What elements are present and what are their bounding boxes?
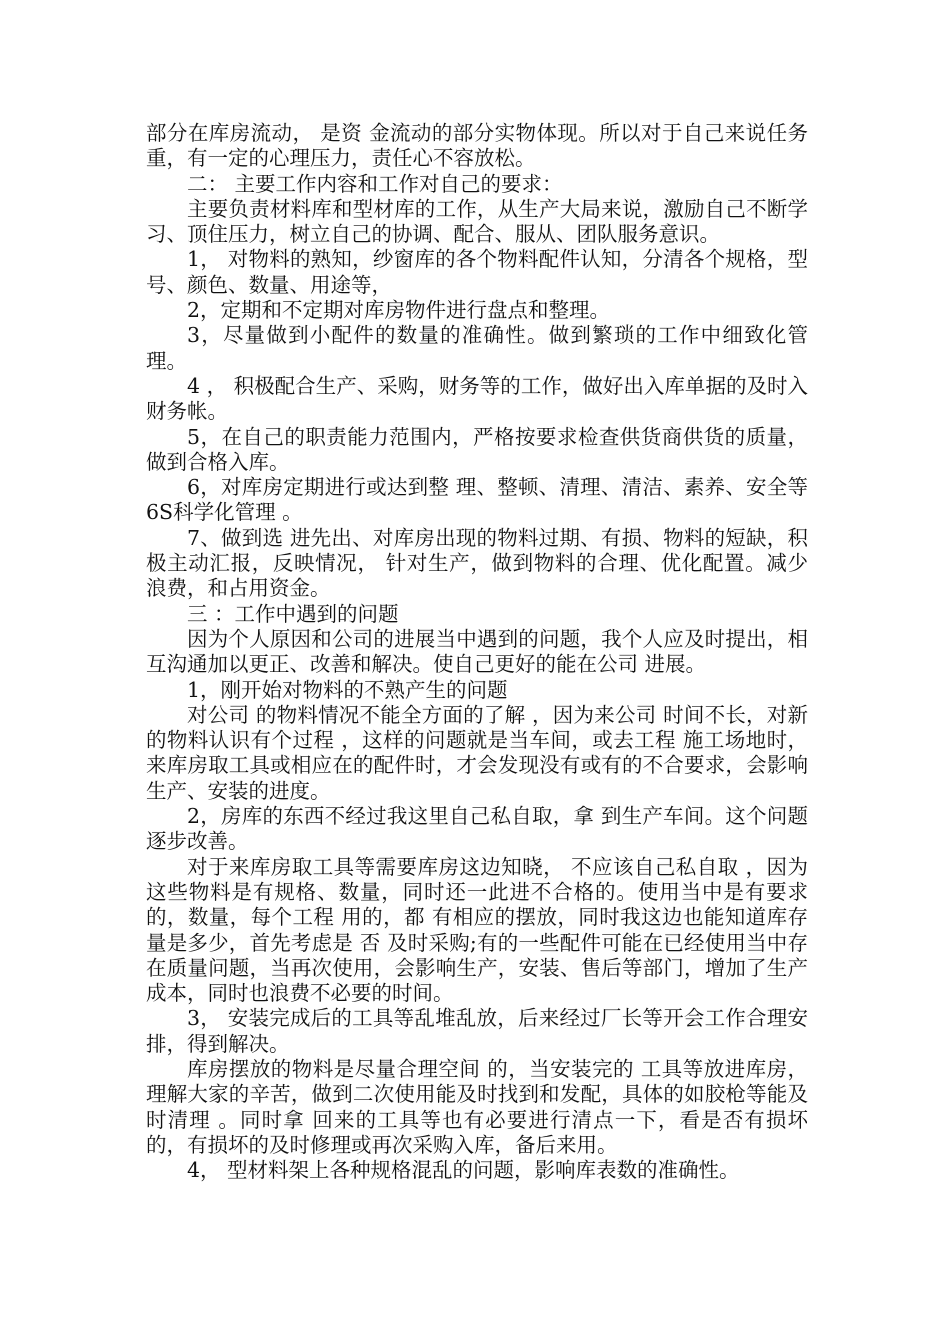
paragraph: 因为个人原因和公司的进展当中遇到的问题，我个人应及时提出，相互沟通加以更正、改善和解决。使自己更好的能在公司 进展。	[146, 626, 808, 677]
list-item-7: 7、做到选 进先出、对库房出现的物料过期、有损、物料的短缺，积极主动汇报，反映情况， 针对生产，做到物料的合理、优化配置。减少浪费，和占用资金。	[146, 525, 808, 601]
list-item-4: 4 ， 积极配合生产、采购，财务等的工作，做好出入库单据的及时入财务帐。	[146, 373, 808, 424]
section-heading-2: 二： 主要工作内容和工作对自己的要求：	[187, 171, 563, 196]
paragraph: 对公司 的物料情况不能全方面的了解 ，因为来公司 时间不长，对新的物料认识有个过程 ，这样的问题就是当车间，或去工程 施工场地时，来库房取工具或相应在的配件时，才会发现没有或有的不合要求，会影响生产、安装的进度。	[146, 702, 808, 803]
problem-item-2: 2，房库的东西不经过我这里自己私自取，拿 到生产车间。这个问题逐步改善。	[146, 804, 808, 854]
section-heading-3: 三 ：工作中遇到的问题	[187, 601, 399, 626]
paragraph: 库房摆放的物料是尽量合理空间 的，当安装完的 工具等放进库房，理解大家的辛苦，做到二次使用能及时找到和发配，具体的如胶枪等能及时清理 。同时拿 回来的工具等也有必要进行清点一下，看是否有损坏的，有损坏的及时修理或再次采购入库，备后来用。	[146, 1056, 808, 1157]
list-item-1: 1， 对物料的熟知，纱窗库的各个物料配件认知，分清各个规格，型号、颜色、数量、用途等，	[146, 247, 808, 297]
paragraph: 主要负责材料库和型材库的工作，从生产大局来说，激励自己不断学习、顶住压力，树立自己的协调、配合、服从、团队服务意识。	[146, 196, 808, 247]
problem-item-3: 3， 安装完成后的工具等乱堆乱放，后来经过厂长等开会工作合理安排，得到解决。	[146, 1006, 808, 1056]
list-item-2: 2，定期和不定期对库房物件进行盘点和整理。	[187, 298, 611, 323]
problem-item-1: 1，刚开始对物料的不熟产生的问题	[187, 677, 508, 702]
document-page	[146, 121, 808, 1183]
paragraph: 对于来库房取工具等需要库房这边知晓， 不应该自己私自取 ，因为这些物料是有规格、数量，同时还一此进不合格的。使用当中是有要求的，数量，每个工程 用的，都 有相应的摆放，同时我这边也能知道库存量是多少，首先考虑是 否 及时采购;有的一些配件可能在已经使用当中存在质量问题，当再次使用，会影响生产，安装、售后等部门，增加了生产成本，同时也浪费不必要的时间。	[146, 854, 808, 1006]
list-item-5: 5，在自己的职责能力范围内，严格按要求检查供货商供货的质量，做到合格入库。	[146, 424, 808, 474]
problem-item-4: 4， 型材料架上各种规格混乱的问题，影响库表数的准确性。	[187, 1158, 740, 1183]
paragraph-continuation: 部分在库房流动， 是资 金流动的部分实物体现。所以对于自己来说任务重，有一定的心理压力，责任心不容放松。	[146, 121, 808, 171]
list-item-3: 3，尽量做到小配件的数量的准确性。做到繁琐的工作中细致化管理。	[146, 323, 808, 373]
list-item-6: 6，对库房定期进行或达到整 理、整顿、清理、清洁、素养、安全等6S科学化管理 。	[146, 475, 808, 525]
